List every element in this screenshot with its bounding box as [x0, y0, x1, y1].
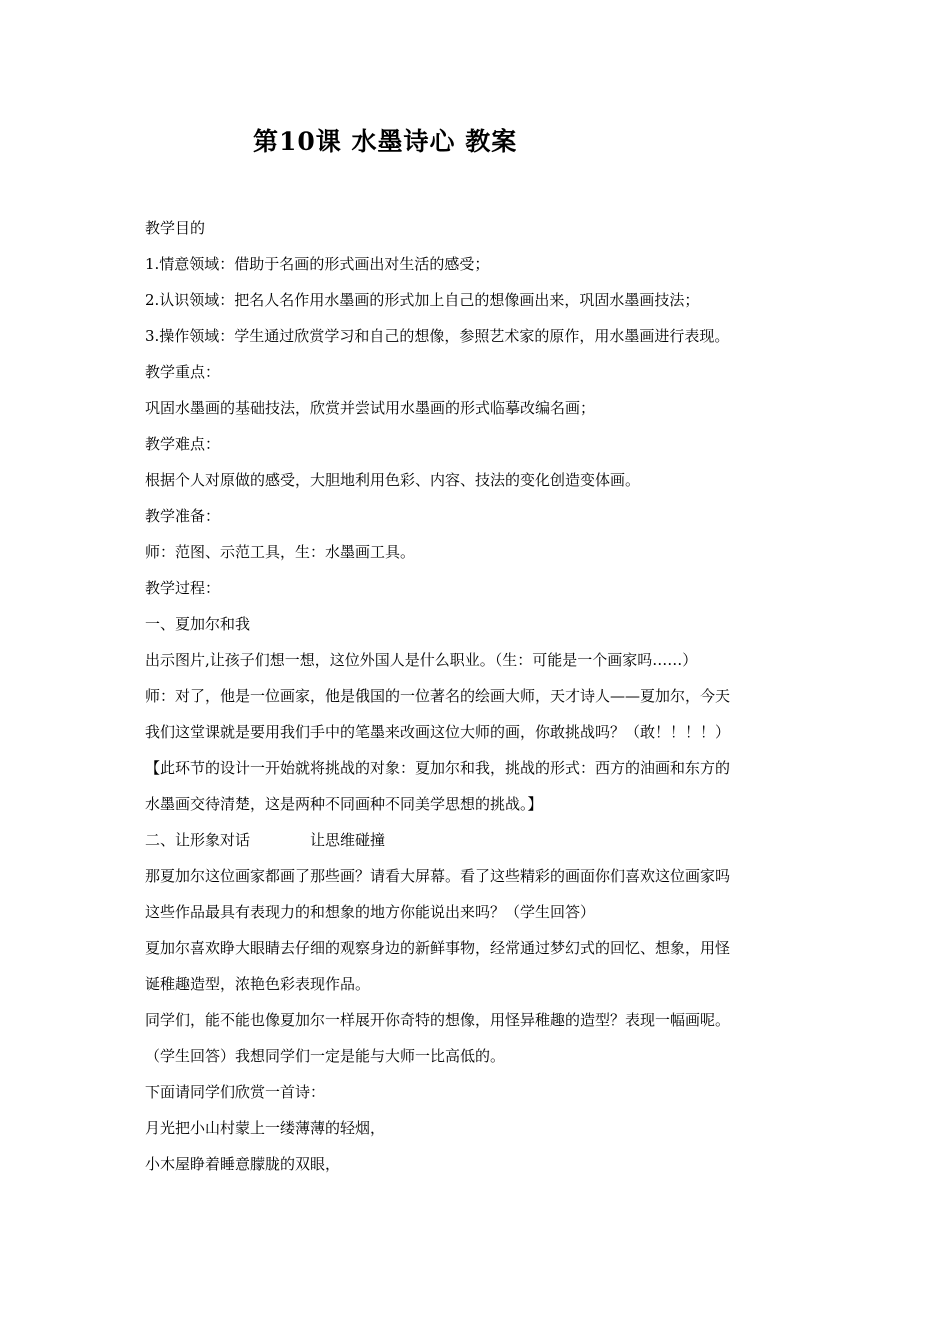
- process-part-2-heading-a: 二、让形象对话: [145, 831, 251, 849]
- section-heading-preparation: 教学准备：: [145, 507, 221, 525]
- paragraph-line: 这些作品最具有表现力的和想象的地方你能说出来吗？（学生回答）: [145, 903, 596, 921]
- paragraph-line: 诞稚趣造型，浓艳色彩表现作品。: [145, 975, 371, 993]
- section-heading-difficulties: 教学难点：: [145, 435, 221, 453]
- document-title: 第10课 水墨诗心 教案: [253, 127, 518, 156]
- section-heading-key-points: 教学重点：: [145, 363, 221, 381]
- key-points-text: 巩固水墨画的基础技法，欣赏并尝试用水墨画的形式临摹改编名画；: [145, 399, 596, 417]
- objective-item-3: 3.操作领域：学生通过欣赏学习和自己的想像，参照艺术家的原作，用水墨画进行表现。: [145, 327, 730, 345]
- objective-item-1: 1.情意领域：借助于名画的形式画出对生活的感受；: [145, 255, 490, 273]
- section-heading-process: 教学过程：: [145, 579, 221, 597]
- section-heading-objectives: 教学目的: [145, 219, 206, 237]
- paragraph-line: 师：对了，他是一位画家，他是俄国的一位著名的绘画大师，天才诗人——夏加尔，今天: [145, 687, 731, 705]
- poem-line: 小木屋睁着睡意朦胧的双眼，: [145, 1155, 341, 1173]
- difficulties-text: 根据个人对原做的感受，大胆地利用色彩、内容、技法的变化创造变体画。: [145, 471, 641, 489]
- design-note-line: 【此环节的设计一开始就将挑战的对象：夏加尔和我，挑战的形式：西方的油画和东方的: [145, 759, 731, 777]
- paragraph-line: 夏加尔喜欢睁大眼睛去仔细的观察身边的新鲜事物，经常通过梦幻式的回忆、想象，用怪: [145, 939, 731, 957]
- paragraph-line: 那夏加尔这位画家都画了那些画？请看大屏幕。看了这些精彩的画面你们喜欢这位画家吗: [145, 867, 731, 885]
- process-part-1-heading: 一、夏加尔和我: [145, 615, 251, 633]
- design-note-line: 水墨画交待清楚，这是两种不同画种不同美学思想的挑战。】: [145, 795, 543, 813]
- process-part-2-heading-b: 让思维碰撞: [310, 831, 386, 849]
- preparation-text: 师：范图、示范工具，生：水墨画工具。: [145, 543, 416, 561]
- document-body: [145, 214, 810, 1186]
- objective-item-2: 2.认识领域：把名人名作用水墨画的形式加上自己的想像画出来，巩固水墨画技法；: [145, 291, 700, 309]
- paragraph-line: 我们这堂课就是要用我们手中的笔墨来改画这位大师的画，你敢挑战吗？（敢！！！！）: [145, 723, 731, 741]
- paragraph-line: （学生回答）我想同学们一定是能与大师一比高低的。: [145, 1047, 506, 1065]
- paragraph-line: 同学们，能不能也像夏加尔一样展开你奇特的想像，用怪异稚趣的造型？表现一幅画呢。: [145, 1011, 731, 1029]
- paragraph-line: 出示图片,让孩子们想一想，这位外国人是什么职业。（生：可能是一个画家吗……）: [145, 651, 698, 669]
- paragraph-line: 下面请同学们欣赏一首诗：: [145, 1083, 326, 1101]
- process-part-2-heading: [145, 826, 810, 862]
- poem-line: 月光把小山村蒙上一缕薄薄的轻烟，: [145, 1119, 386, 1137]
